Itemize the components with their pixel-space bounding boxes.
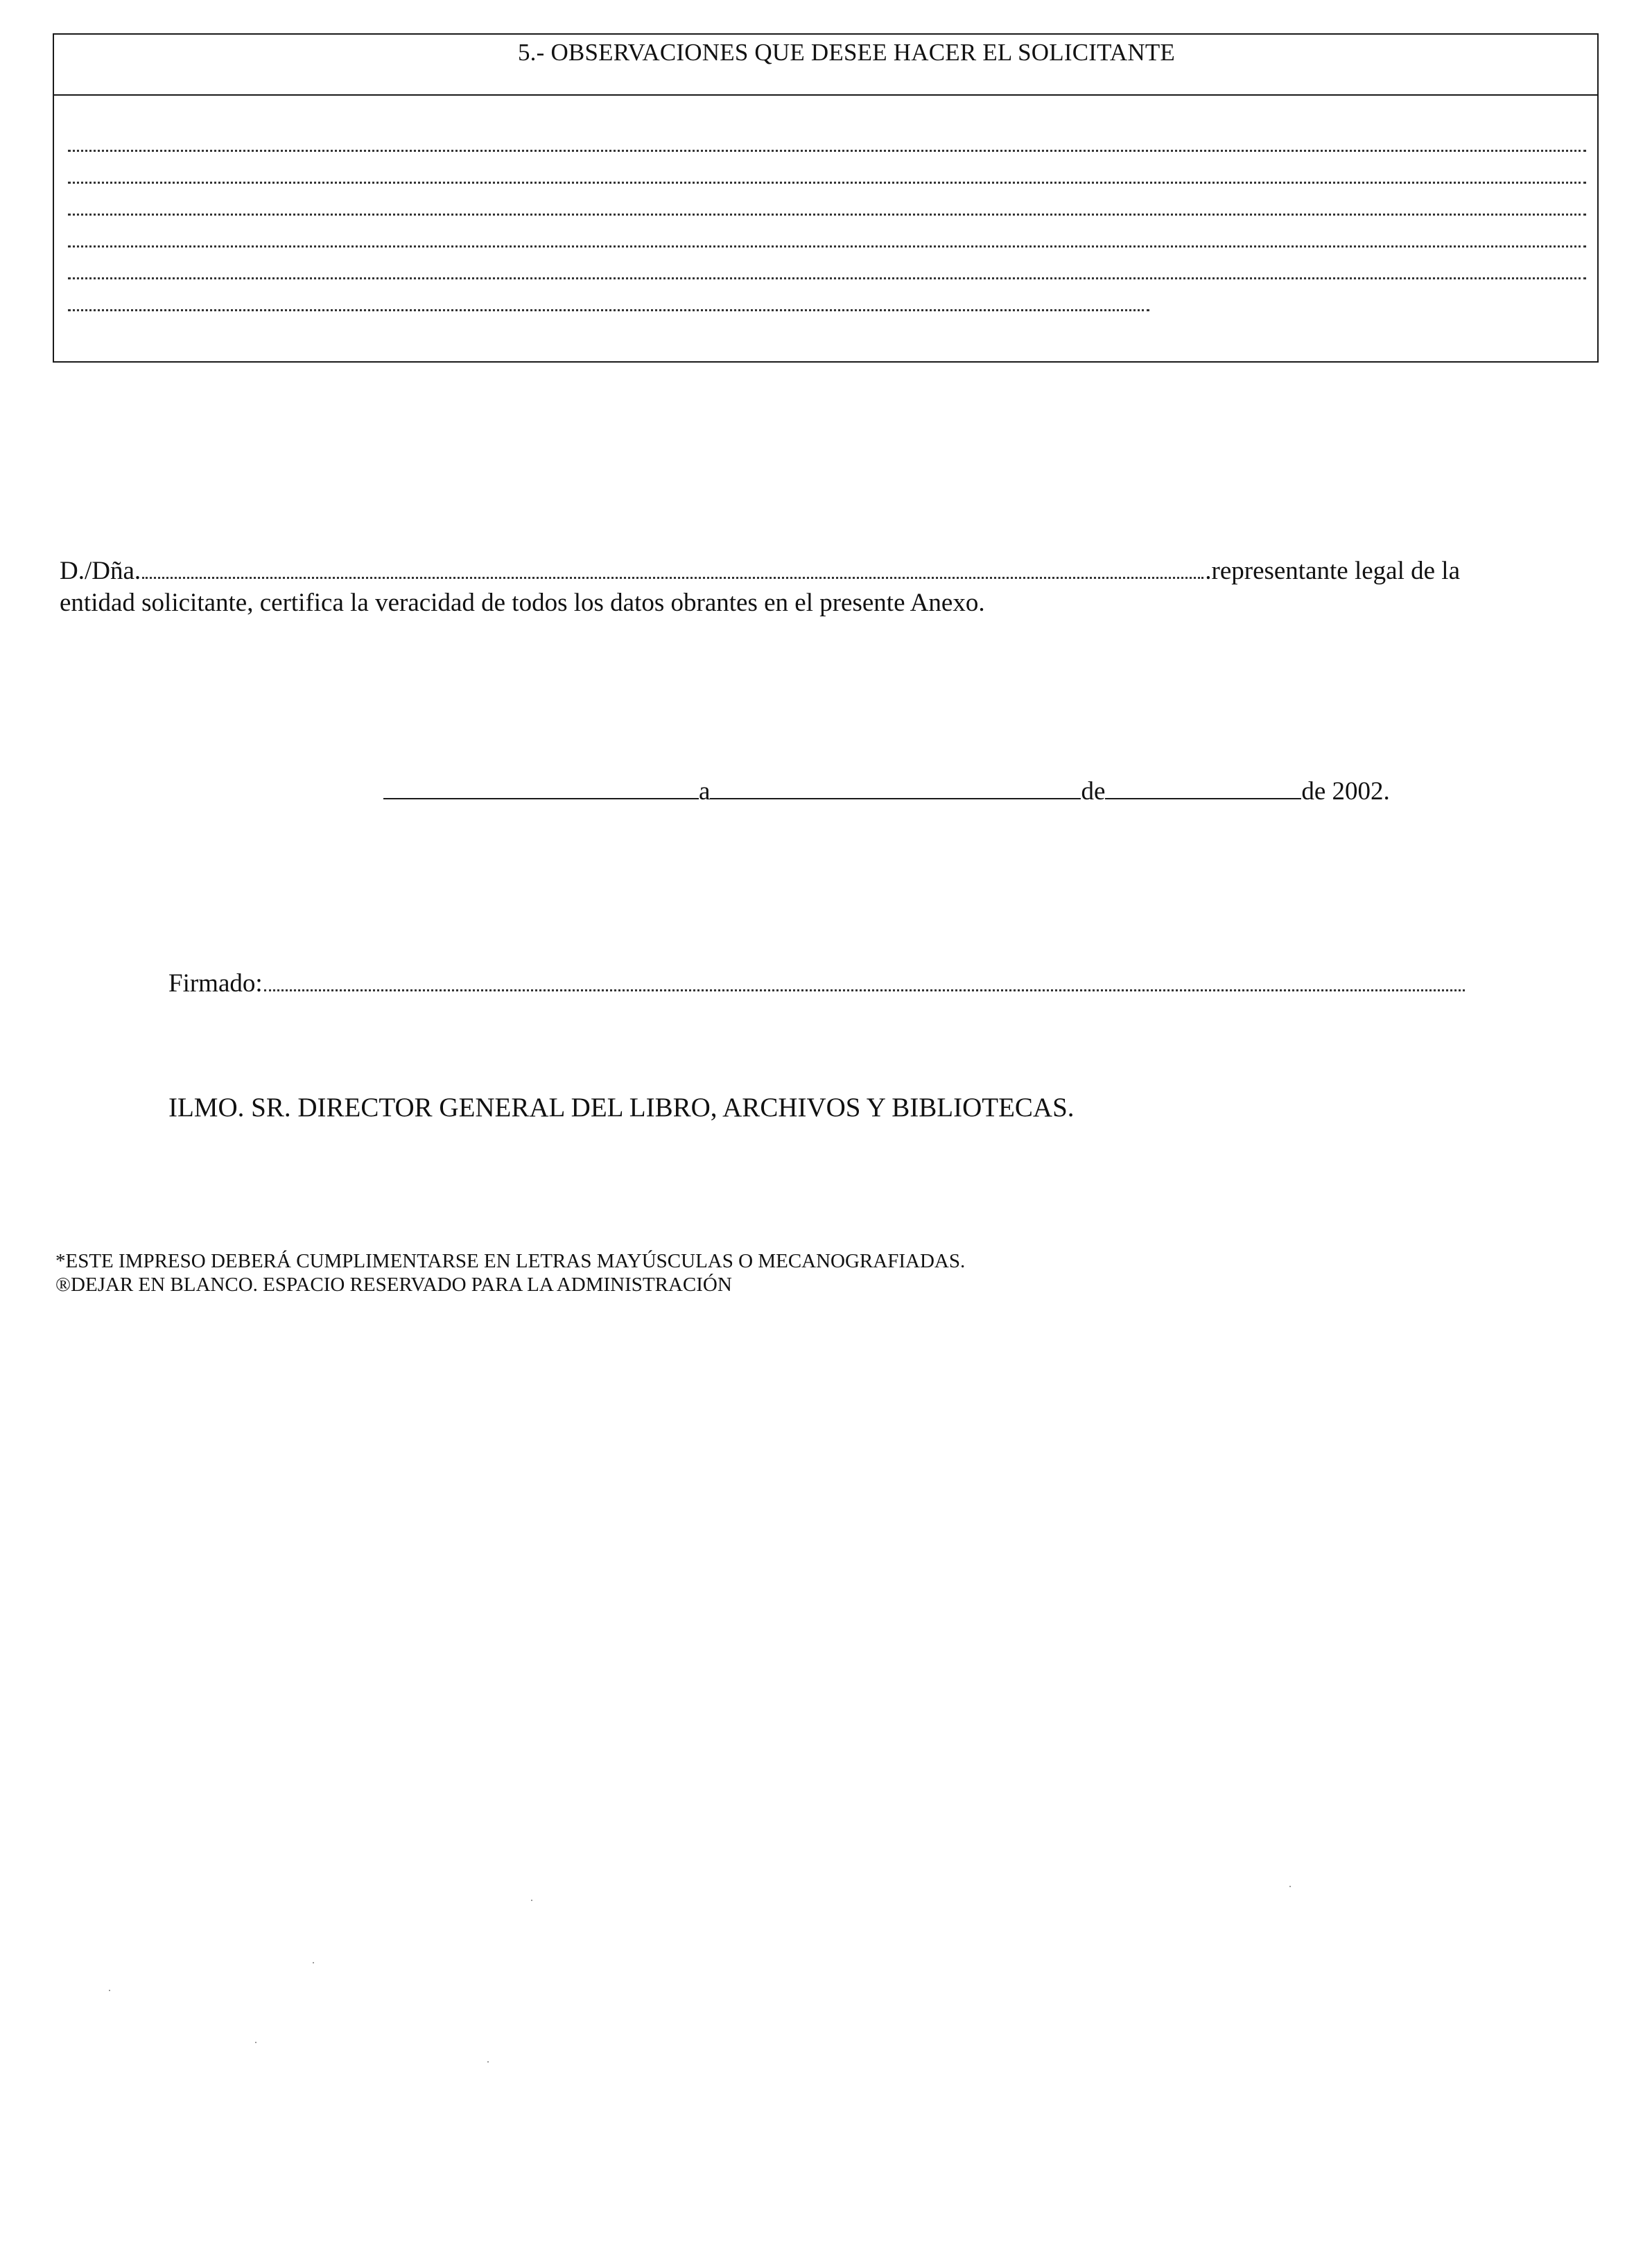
date-de-label: de <box>1081 777 1106 806</box>
footnote-reserved: ®DEJAR EN BLANCO. ESPACIO RESERVADO PARA LA ADMINISTRACIÓN <box>55 1274 732 1296</box>
observations-line-6[interactable] <box>68 309 1149 311</box>
observations-line-2[interactable] <box>68 182 1586 184</box>
date-year-label: de 2002. <box>1301 777 1390 806</box>
addressee: ILMO. SR. DIRECTOR GENERAL DEL LIBRO, ARCHIVOS Y BIBLIOTECAS. <box>168 1093 1075 1122</box>
place-field[interactable] <box>383 798 699 799</box>
certification-suffix: .representante legal de la <box>1205 557 1460 585</box>
date-line <box>383 776 1390 806</box>
month-field[interactable] <box>1105 798 1301 799</box>
observations-line-5[interactable] <box>68 277 1586 279</box>
observations-line-3[interactable] <box>68 214 1586 216</box>
observations-line-1[interactable] <box>68 150 1586 152</box>
certification-prefix: D./Dña. <box>60 557 141 585</box>
scan-speck <box>487 2061 489 2063</box>
observations-header <box>54 35 1597 96</box>
observations-title: 5.- OBSERVACIONES QUE DESEE HACER EL SOLICITANTE <box>517 39 1175 66</box>
signature-line <box>168 969 1465 998</box>
certification-line-1 <box>60 556 1460 586</box>
observations-line-4[interactable] <box>68 245 1586 248</box>
scan-speck <box>109 1990 110 1991</box>
day-field[interactable] <box>710 798 1081 799</box>
date-a-label: a <box>699 777 711 806</box>
representative-name-field[interactable] <box>142 577 1203 579</box>
certification-line-2: entidad solicitante, certifica la veracidad de todos los datos obrantes en el presente Anexo. <box>60 589 985 617</box>
signature-label: Firmado: <box>168 969 263 998</box>
signature-field[interactable] <box>264 989 1465 991</box>
scan-speck <box>1289 1886 1291 1887</box>
scan-speck <box>531 1900 532 1901</box>
footnote-uppercase: *ESTE IMPRESO DEBERÁ CUMPLIMENTARSE EN LETRAS MAYÚSCULAS O MECANOGRAFIADAS. <box>55 1250 966 1272</box>
observations-section <box>53 33 1599 363</box>
scan-speck <box>255 2042 257 2043</box>
scan-speck <box>313 1962 314 1963</box>
